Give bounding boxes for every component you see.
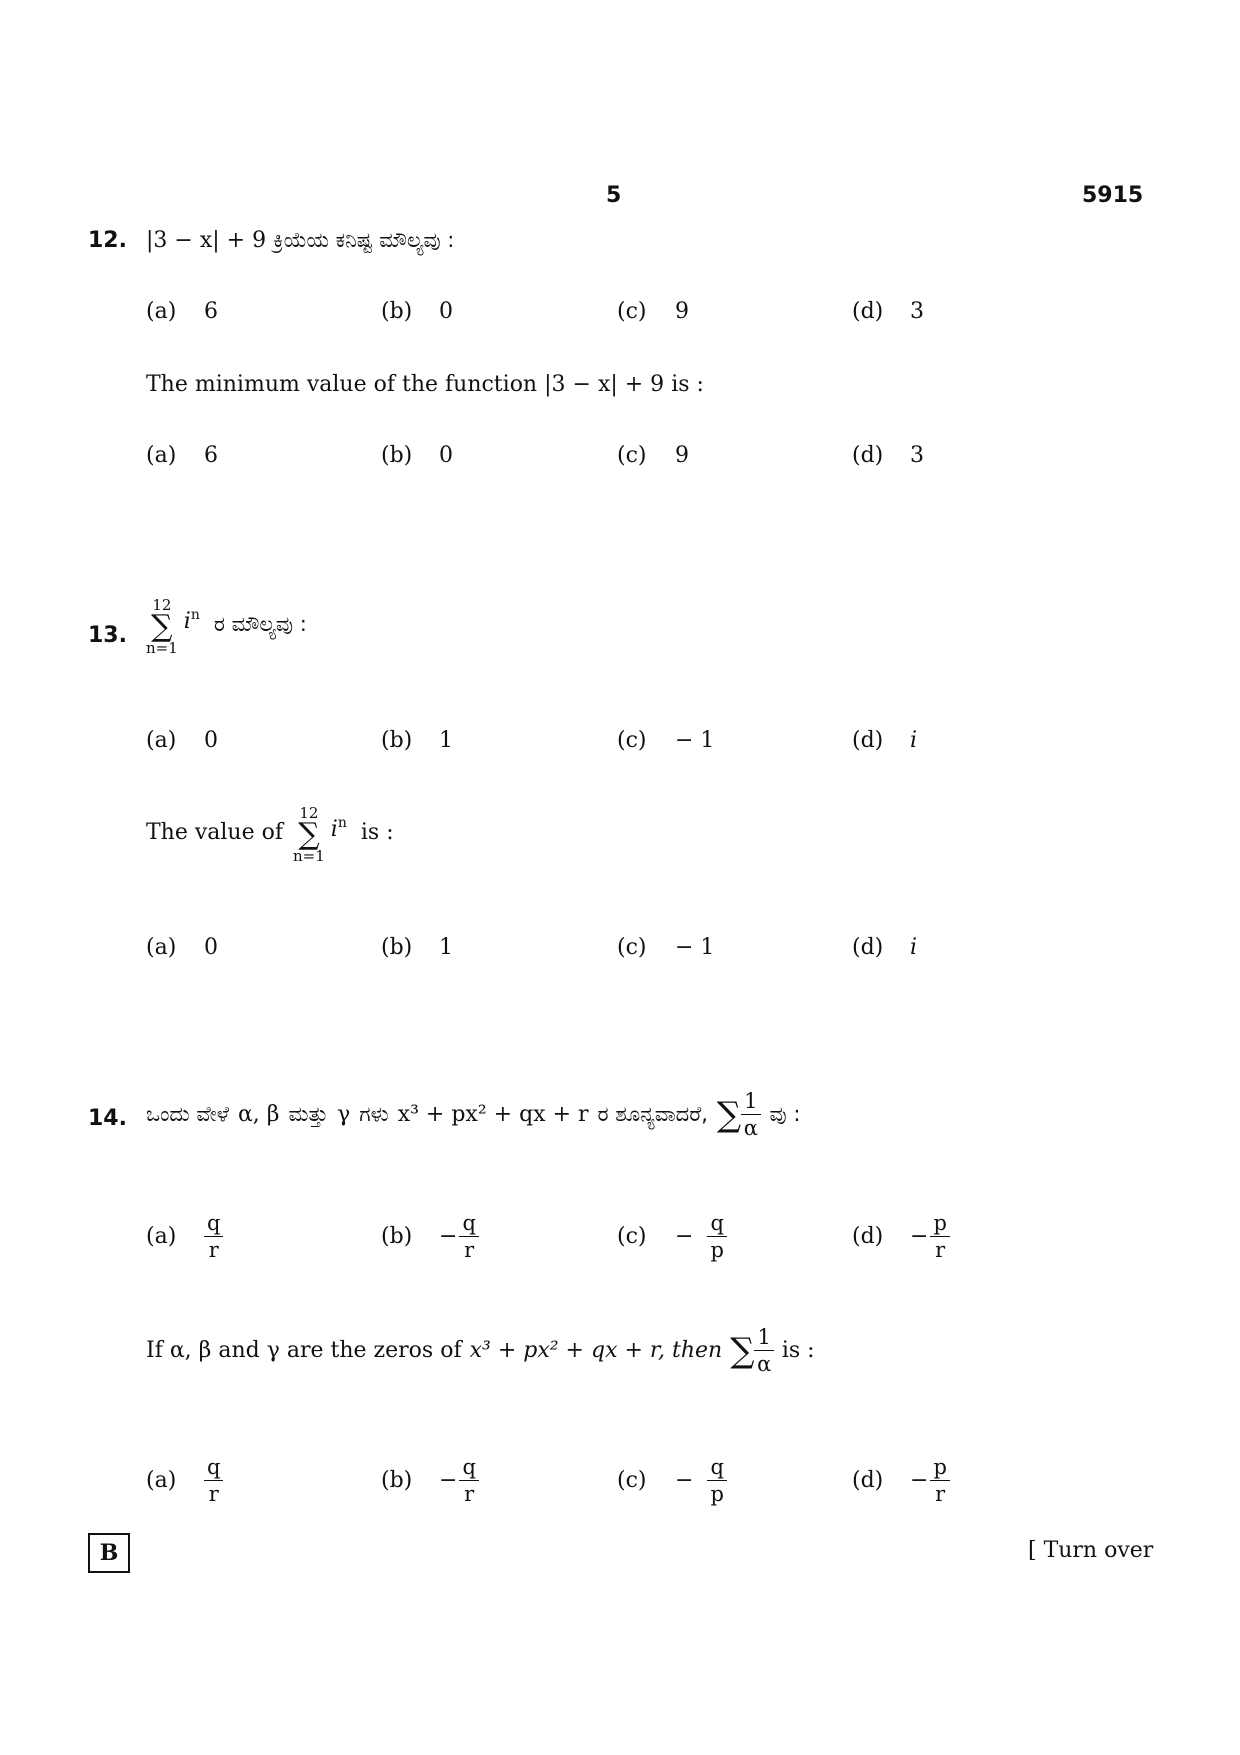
question-text-english: The minimum value of the function |3 − x| + 9 is : xyxy=(146,372,704,397)
option: (b) 1 xyxy=(381,728,453,753)
option: (b) − $\frac{q}{r}$ xyxy=(381,1212,479,1261)
question-text-kannada xyxy=(146,228,454,253)
option: (a) 6 xyxy=(146,299,218,324)
question-number: 14. xyxy=(88,1106,127,1131)
option: (d) i xyxy=(852,728,918,753)
summation: 12 ∑ n=1 xyxy=(293,804,325,865)
question-number: 13. xyxy=(88,623,127,648)
summation-fraction: ∑ $\frac{1}{\alpha}$ xyxy=(717,1090,761,1139)
option: (a) $\frac{q}{r}$ xyxy=(146,1456,223,1505)
option: (b) 0 xyxy=(381,299,453,324)
paper-code: 5915 xyxy=(1082,183,1144,208)
question-number: 12. xyxy=(88,228,127,253)
option: (d) i xyxy=(852,935,918,960)
option: (b) − $\frac{q}{r}$ xyxy=(381,1456,479,1505)
option: (a) 0 xyxy=(146,935,218,960)
option: (c) 9 xyxy=(617,299,689,324)
option: (c) − 1 xyxy=(617,935,715,960)
option: (d) 3 xyxy=(852,299,924,324)
option: (b) 0 xyxy=(381,443,453,468)
option: (c) − $\frac{q}{p}$ xyxy=(617,1212,727,1261)
option: (b) 1 xyxy=(381,935,453,960)
option: (d) − $\frac{p}{r}$ xyxy=(852,1456,950,1505)
option: (a) 0 xyxy=(146,728,218,753)
summation: 12 ∑ n=1 xyxy=(146,596,178,657)
question-text-kannada: ಒಂದು ವೇಳೆ α, β ಮತ್ತು γ ಗಳು x³ + px² + qx + r ರ ಶೂನ್ಯವಾದರೆ, ∑ $\frac{1}{\alpha}$ ವು : xyxy=(146,1089,801,1141)
series-box: B xyxy=(88,1533,130,1573)
option: (a) $\frac{q}{r}$ xyxy=(146,1212,223,1261)
math-expression: |3 − x| + 9 xyxy=(146,228,267,253)
question-text-kannada: 12 ∑ n=1 i $^n$ ರ ಮೌಲ್ಯವು : xyxy=(146,596,307,657)
summation-fraction: ∑ $\frac{1}{\alpha}$ xyxy=(730,1326,774,1375)
option: (c) − 1 xyxy=(617,728,715,753)
option: (a) 6 xyxy=(146,443,218,468)
option: (c) 9 xyxy=(617,443,689,468)
page-number: 5 xyxy=(606,183,622,208)
question-text-english: The value of 12 ∑ n=1 i $^n$ is : xyxy=(146,804,394,865)
question-text-english: If α, β and γ are the zeros of x³ + px² + qx + r, then ∑ $\frac{1}{\alpha}$ is : xyxy=(146,1325,815,1377)
turn-over-text: [ Turn over xyxy=(1028,1538,1154,1563)
option: (d) 3 xyxy=(852,443,924,468)
option: (c) − $\frac{q}{p}$ xyxy=(617,1456,727,1505)
kannada-text: ಕ್ರಿಯೆಯ ಕನಿಷ್ಟ ಮೌಲ್ಯವು : xyxy=(273,228,455,252)
option: (d) − $\frac{p}{r}$ xyxy=(852,1212,950,1261)
